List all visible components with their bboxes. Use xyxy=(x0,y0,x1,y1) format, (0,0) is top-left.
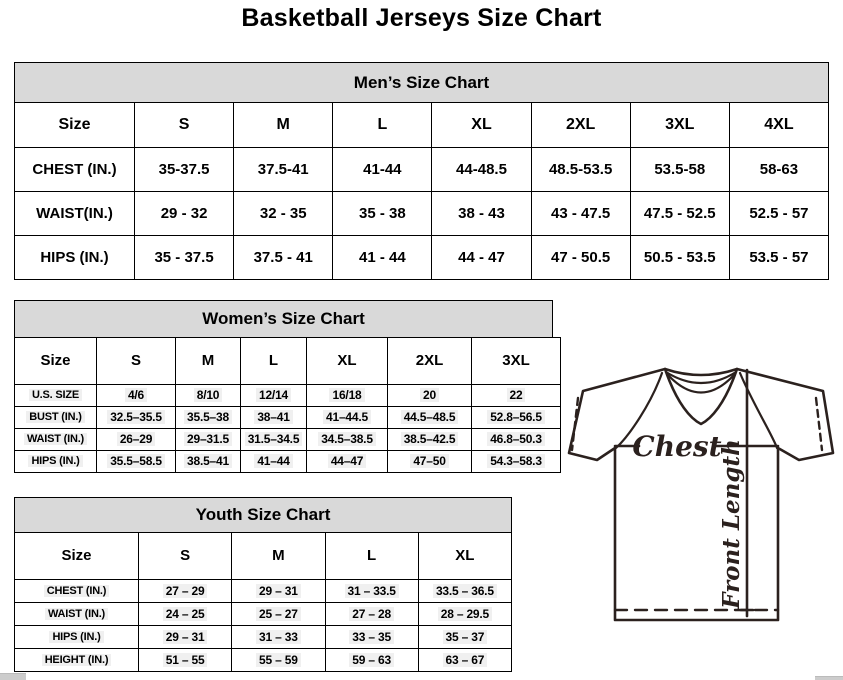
cell-text: XL xyxy=(471,115,492,133)
cell-text: 33 – 35 xyxy=(349,630,394,644)
size-cell xyxy=(432,191,531,235)
column-header xyxy=(388,337,472,384)
cell-text: 24 – 25 xyxy=(163,607,208,621)
size-cell xyxy=(97,406,176,428)
size-cell xyxy=(418,602,511,625)
size-header-row xyxy=(15,337,561,384)
column-header xyxy=(630,102,729,147)
size-cell xyxy=(325,648,418,671)
cell-text: 29 - 32 xyxy=(160,204,208,222)
size-cell xyxy=(232,625,325,648)
cell-text: WAIST(IN.) xyxy=(36,204,113,222)
cell-text: 29–31.5 xyxy=(184,432,232,446)
cell-text: XL xyxy=(455,547,475,564)
youth-size-chart-section xyxy=(14,497,512,672)
cell-text: HEIGHT (IN.) xyxy=(42,654,112,666)
size-cell xyxy=(630,235,729,279)
cell-text: 33.5 – 36.5 xyxy=(433,584,497,598)
mens-size-chart-section xyxy=(14,62,829,280)
jersey-measurement-diagram xyxy=(563,364,840,628)
cell-text: M xyxy=(276,115,290,133)
cell-text: 3XL xyxy=(665,115,695,133)
cell-text: 54.3–58.3 xyxy=(487,454,545,468)
size-cell xyxy=(531,147,630,191)
size-cell xyxy=(388,450,472,472)
row-label xyxy=(15,648,139,671)
row-label xyxy=(15,235,135,279)
cell-text: 29 – 31 xyxy=(256,584,301,598)
size-cell xyxy=(333,235,432,279)
row-label xyxy=(15,450,97,472)
cell-text: 50.5 - 53.5 xyxy=(643,248,716,266)
cell-text: 34.5–38.5 xyxy=(318,432,376,446)
column-header xyxy=(418,532,511,579)
size-cell xyxy=(135,191,234,235)
column-header xyxy=(15,102,135,147)
size-cell xyxy=(729,191,828,235)
size-cell xyxy=(232,579,325,602)
column-header xyxy=(139,532,232,579)
cell-text: 35.5–38 xyxy=(184,410,232,424)
cell-text: 25 – 27 xyxy=(256,607,301,621)
size-cell xyxy=(432,147,531,191)
cell-text: 38.5–41 xyxy=(184,454,232,468)
cell-text: 35 - 38 xyxy=(359,204,406,222)
column-header xyxy=(729,102,828,147)
scrollbar-fragment-right[interactable] xyxy=(815,676,843,680)
size-cell xyxy=(241,406,307,428)
measurement-row xyxy=(15,625,512,648)
column-header xyxy=(531,102,630,147)
cell-text: 51 – 55 xyxy=(163,653,208,667)
size-header-row xyxy=(15,532,512,579)
cell-text: U.S. SIZE xyxy=(29,389,82,401)
column-header xyxy=(135,102,234,147)
size-cell xyxy=(472,406,561,428)
mens-size-table xyxy=(14,102,829,280)
cell-text: 31 – 33 xyxy=(256,630,301,644)
cell-text: Size xyxy=(61,547,92,564)
size-cell xyxy=(241,450,307,472)
cell-text: WAIST (IN.) xyxy=(45,608,108,620)
column-header xyxy=(307,337,388,384)
row-label xyxy=(15,147,135,191)
size-cell xyxy=(176,406,241,428)
cell-text: 47 - 50.5 xyxy=(551,248,611,266)
cell-text: L xyxy=(377,115,388,133)
size-cell xyxy=(418,625,511,648)
size-cell xyxy=(630,147,729,191)
cell-text: 37.5 - 41 xyxy=(253,248,313,266)
row-label xyxy=(15,406,97,428)
cell-text: M xyxy=(201,352,215,369)
cell-text: 44–47 xyxy=(328,454,366,468)
cell-text: 29 – 31 xyxy=(163,630,208,644)
size-cell xyxy=(176,428,241,450)
cell-text: 41–44 xyxy=(254,454,292,468)
row-label xyxy=(15,625,139,648)
size-cell xyxy=(139,579,232,602)
size-cell xyxy=(176,450,241,472)
cell-text: 2XL xyxy=(565,115,596,133)
size-header-row xyxy=(15,102,829,147)
size-cell xyxy=(139,602,232,625)
column-header xyxy=(241,337,307,384)
cell-text: 26–29 xyxy=(117,432,155,446)
size-cell xyxy=(388,406,472,428)
size-cell xyxy=(176,384,241,406)
column-header xyxy=(333,102,432,147)
size-cell xyxy=(472,450,561,472)
size-cell xyxy=(325,579,418,602)
cell-text: 2XL xyxy=(415,352,444,369)
size-cell xyxy=(97,428,176,450)
cell-text: 44-48.5 xyxy=(456,160,507,178)
row-label xyxy=(15,602,139,625)
cell-text: 41 - 44 xyxy=(359,248,406,266)
column-header xyxy=(15,337,97,384)
size-cell xyxy=(234,235,333,279)
cell-text: WAIST (IN.) xyxy=(24,433,87,445)
chest-label: Chest xyxy=(632,430,722,463)
mens-chart-header: Men’s Size Chart xyxy=(14,62,829,103)
size-cell xyxy=(97,384,176,406)
cell-text: Size xyxy=(58,115,91,133)
cell-text: 53.5-58 xyxy=(654,160,706,178)
size-cell xyxy=(307,406,388,428)
measurement-row xyxy=(15,648,512,671)
front-length-label: Front Length xyxy=(718,439,745,609)
jersey-outline xyxy=(569,369,833,620)
cell-text: HIPS (IN.) xyxy=(28,455,82,467)
cell-text: Size xyxy=(40,352,71,369)
size-cell xyxy=(97,450,176,472)
cell-text: 44 - 47 xyxy=(458,248,505,266)
size-cell xyxy=(418,579,511,602)
column-header xyxy=(176,337,241,384)
cell-text: 12/14 xyxy=(256,388,291,402)
size-cell xyxy=(307,384,388,406)
cell-text: 32 - 35 xyxy=(259,204,307,222)
cell-text: 35 – 37 xyxy=(443,630,488,644)
cell-text: L xyxy=(268,352,279,369)
size-cell xyxy=(472,384,561,406)
measurement-row xyxy=(15,191,829,235)
row-label xyxy=(15,191,135,235)
womens-size-chart-section xyxy=(14,300,561,473)
cell-text: 38.5–42.5 xyxy=(401,432,459,446)
cell-text: L xyxy=(367,547,377,564)
cell-text: M xyxy=(272,547,285,564)
cell-text: 58-63 xyxy=(759,160,799,178)
cell-text: 41-44 xyxy=(363,160,402,178)
size-cell xyxy=(241,428,307,450)
cell-text: CHEST (IN.) xyxy=(32,160,117,178)
size-cell xyxy=(729,235,828,279)
column-header xyxy=(97,337,176,384)
size-cell xyxy=(333,147,432,191)
row-label xyxy=(15,384,97,406)
cell-text: 22 xyxy=(507,388,526,402)
cell-text: 35-37.5 xyxy=(158,160,210,178)
size-cell xyxy=(432,235,531,279)
cell-text: 38 - 43 xyxy=(458,204,505,222)
size-cell xyxy=(241,384,307,406)
size-cell xyxy=(135,147,234,191)
cell-text: CHEST (IN.) xyxy=(44,585,110,597)
womens-size-table xyxy=(14,337,561,473)
cell-text: S xyxy=(180,547,191,564)
cell-text: XL xyxy=(337,352,357,369)
size-cell xyxy=(729,147,828,191)
size-cell xyxy=(307,450,388,472)
cell-text: 55 – 59 xyxy=(256,653,301,667)
size-cell xyxy=(139,648,232,671)
cell-text: 31.5–34.5 xyxy=(245,432,303,446)
size-cell xyxy=(531,191,630,235)
cell-text: 47–50 xyxy=(410,454,448,468)
page-title: Basketball Jerseys Size Chart xyxy=(241,4,602,32)
cell-text: 48.5-53.5 xyxy=(548,160,613,178)
cell-text: 46.8–50.3 xyxy=(487,432,545,446)
size-cell xyxy=(234,191,333,235)
cell-text: 43 - 47.5 xyxy=(551,204,611,222)
size-cell xyxy=(388,384,472,406)
cell-text: 4XL xyxy=(764,115,794,133)
size-cell xyxy=(232,602,325,625)
cell-text: 38–41 xyxy=(254,410,292,424)
measurement-row xyxy=(15,579,512,602)
cell-text: 20 xyxy=(420,388,439,402)
size-cell xyxy=(234,147,333,191)
column-header xyxy=(472,337,561,384)
column-header xyxy=(325,532,418,579)
cell-text: HIPS (IN.) xyxy=(49,631,103,643)
size-cell xyxy=(232,648,325,671)
cell-text: 35 - 37.5 xyxy=(154,248,214,266)
cell-text: 52.5 - 57 xyxy=(749,204,809,222)
cell-text: BUST (IN.) xyxy=(26,411,84,423)
cell-text: 52.8–56.5 xyxy=(487,410,545,424)
cell-text: 59 – 63 xyxy=(349,653,394,667)
cell-text: 53.5 - 57 xyxy=(749,248,809,266)
measurement-row xyxy=(15,384,561,406)
measurement-row xyxy=(15,147,829,191)
cell-text: 41–44.5 xyxy=(323,410,371,424)
size-cell xyxy=(388,428,472,450)
cell-text: S xyxy=(130,352,141,369)
measurement-row xyxy=(15,235,829,279)
size-cell xyxy=(139,625,232,648)
size-cell xyxy=(135,235,234,279)
column-header xyxy=(432,102,531,147)
cell-text: 31 – 33.5 xyxy=(345,584,399,598)
measurement-row xyxy=(15,450,561,472)
cell-text: 16/18 xyxy=(329,388,364,402)
size-cell xyxy=(531,235,630,279)
cell-text: 28 – 29.5 xyxy=(438,607,492,621)
column-header xyxy=(15,532,139,579)
cell-text: 37.5-41 xyxy=(257,160,309,178)
size-cell xyxy=(333,191,432,235)
cell-text: 63 – 67 xyxy=(443,653,488,667)
womens-chart-header: Women’s Size Chart xyxy=(14,300,553,338)
cell-text: S xyxy=(178,115,190,133)
size-cell xyxy=(325,602,418,625)
cell-text: 27 – 29 xyxy=(163,584,208,598)
youth-chart-header: Youth Size Chart xyxy=(14,497,512,533)
row-label xyxy=(15,579,139,602)
cell-text: 8/10 xyxy=(194,388,223,402)
cell-text: 27 – 28 xyxy=(349,607,394,621)
measurement-row xyxy=(15,602,512,625)
column-header xyxy=(232,532,325,579)
column-header xyxy=(234,102,333,147)
cell-text: 3XL xyxy=(502,352,530,369)
size-cell xyxy=(307,428,388,450)
size-cell xyxy=(472,428,561,450)
cell-text: 4/6 xyxy=(125,388,147,402)
cell-text: HIPS (IN.) xyxy=(40,248,109,266)
row-label xyxy=(15,428,97,450)
cell-text: 32.5–35.5 xyxy=(107,410,165,424)
size-cell xyxy=(630,191,729,235)
youth-size-table xyxy=(14,532,512,672)
cell-text: 47.5 - 52.5 xyxy=(643,204,716,222)
measurement-row xyxy=(15,406,561,428)
cell-text: 44.5–48.5 xyxy=(401,410,459,424)
size-cell xyxy=(325,625,418,648)
measurement-row xyxy=(15,428,561,450)
size-cell xyxy=(418,648,511,671)
cell-text: 35.5–58.5 xyxy=(107,454,165,468)
